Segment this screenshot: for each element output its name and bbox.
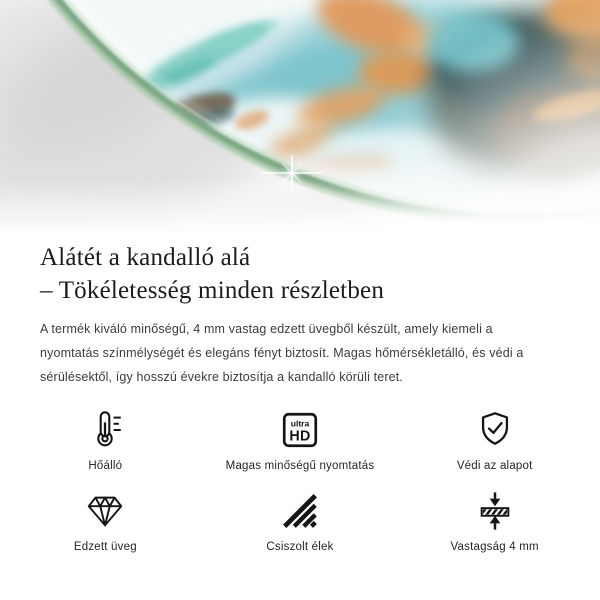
ultra-hd-icon <box>279 409 321 451</box>
svg-text:HD: HD <box>289 428 311 445</box>
feature-label: Csiszolt élek <box>266 541 334 553</box>
page-title-line2: – Tökéletesség minden részletben <box>40 277 385 304</box>
shield-check-icon <box>474 409 516 451</box>
feature-heat-resistant <box>8 409 203 474</box>
feature-polished-edges <box>203 490 398 555</box>
feature-label: Edzett üveg <box>73 541 137 553</box>
feature-print-quality <box>203 409 398 474</box>
thermometer-icon <box>84 409 126 451</box>
thickness-icon <box>474 490 516 532</box>
feature-tempered-glass <box>8 490 203 555</box>
feature-label: Hőálló <box>88 460 123 472</box>
page-title-line1: Alátét a kandalló alá <box>40 244 251 271</box>
glass-mat-illustration <box>0 0 600 235</box>
diamond-icon <box>84 490 126 532</box>
svg-text:ultra: ultra <box>290 418 310 429</box>
feature-label: Magas minőségű nyomtatás <box>225 460 375 472</box>
fade-bottom <box>0 0 600 235</box>
feature-grid <box>8 409 592 555</box>
product-description: A termék kiváló minőségű, 4 mm vastag edzett üvegből készült, amely kiemeli a nyomtatás színmélységét és elegáns fényt biztosít. Magas hőmérsékletálló, és védi a sérülésektől, így hosszú évekre biztosítja a kandalló körüli teret. <box>40 322 524 384</box>
feature-label: Védi az alapot <box>456 460 533 472</box>
feature-label: Vastagság 4 mm <box>450 541 539 553</box>
polished-edges-icon <box>279 490 321 532</box>
page-title <box>40 241 560 307</box>
feature-protects-base <box>397 409 592 474</box>
product-image <box>0 0 600 235</box>
feature-thickness <box>397 490 592 555</box>
